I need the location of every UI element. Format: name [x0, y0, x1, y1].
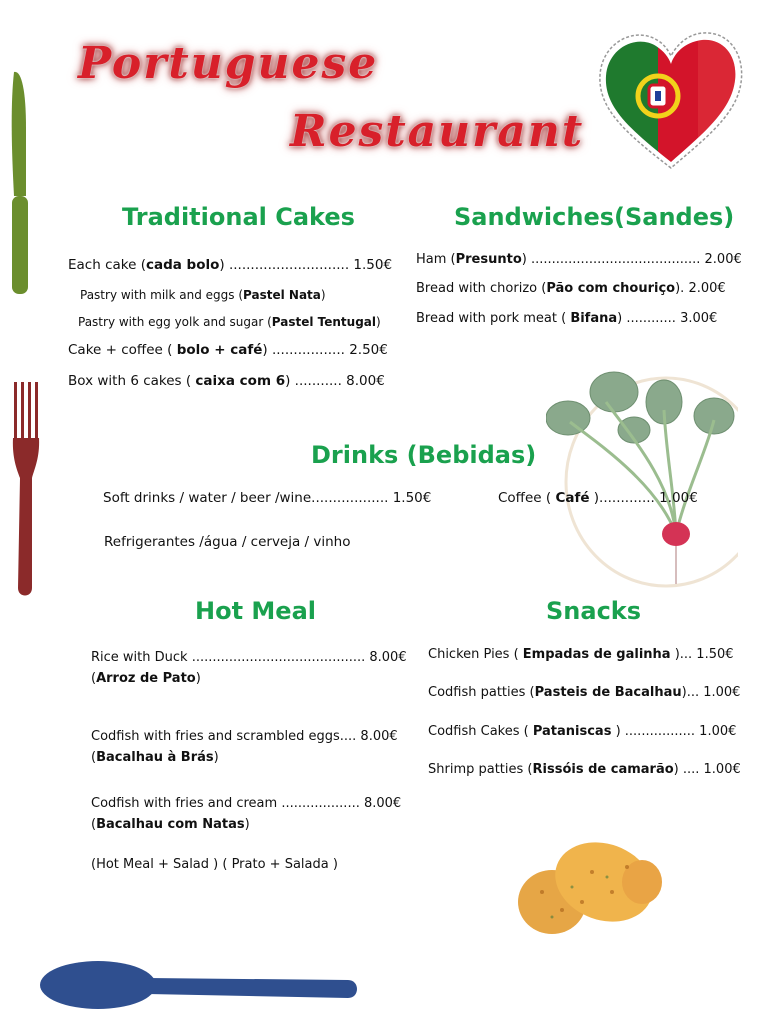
- cake-item: Each cake (cada bolo) ............................ 1.50€: [68, 257, 393, 273]
- drinks-coffee-line: Coffee ( Café )............. 1.00€: [498, 490, 698, 506]
- radish-image: [546, 362, 738, 588]
- cake-item: Pastry with milk and eggs (Pastel Nata): [80, 288, 326, 302]
- hot-meal-note: (Hot Meal + Salad ) ( Prato + Salada ): [91, 857, 338, 872]
- sandwich-item: Bread with chorizo (Pão com chouriço). 2.00€: [416, 281, 726, 296]
- title-line-1: Portuguese: [78, 38, 379, 89]
- sandwiches-heading: Sandwiches(Sandes): [454, 203, 735, 231]
- sandwich-item: Ham (Presunto) ......................................... 2.00€: [416, 252, 742, 267]
- croquette-image: [512, 832, 666, 942]
- fork-icon: [8, 378, 48, 602]
- title-line-2: Restaurant: [290, 106, 585, 157]
- hot-meal-item: Rice with Duck .......................................... 8.00€ (Arroz de Pato): [91, 650, 407, 686]
- drinks-portuguese-line: Refrigerantes /água / cerveja / vinho: [104, 534, 351, 550]
- sandwich-item: Bread with pork meat ( Bifana) ............ 3.00€: [416, 311, 718, 326]
- portugal-heart-icon: [598, 28, 744, 174]
- traditional-cakes-heading: Traditional Cakes: [122, 203, 355, 231]
- cake-item: Pastry with egg yolk and sugar (Pastel Tentugal): [78, 315, 381, 329]
- spoon-icon: [38, 958, 368, 1018]
- snacks-heading: Snacks: [546, 597, 642, 625]
- snack-item: Codfish Cakes ( Pataniscas ) ................. 1.00€: [428, 724, 737, 739]
- drinks-soft-line: Soft drinks / water / beer /wine.................. 1.50€: [103, 490, 432, 506]
- snack-item: Shrimp patties (Rissóis de camarão) .... 1.00€: [428, 762, 741, 777]
- hot-meal-heading: Hot Meal: [195, 597, 316, 625]
- hot-meal-item: Codfish with fries and scrambled eggs.... 8.00€ (Bacalhau à Brás): [91, 729, 398, 765]
- hot-meal-item: Codfish with fries and cream ................... 8.00€ (Bacalhau com Natas): [91, 796, 402, 832]
- snack-item: Chicken Pies ( Empadas de galinha )... 1.50€: [428, 647, 734, 662]
- knife-icon: [6, 68, 36, 302]
- drinks-heading: Drinks (Bebidas): [311, 441, 537, 469]
- snack-item: Codfish patties (Pasteis de Bacalhau)... 1.00€: [428, 685, 741, 700]
- cake-item: Box with 6 cakes ( caixa com 6) ........... 8.00€: [68, 373, 385, 389]
- cake-item: Cake + coffee ( bolo + café) ................. 2.50€: [68, 342, 388, 358]
